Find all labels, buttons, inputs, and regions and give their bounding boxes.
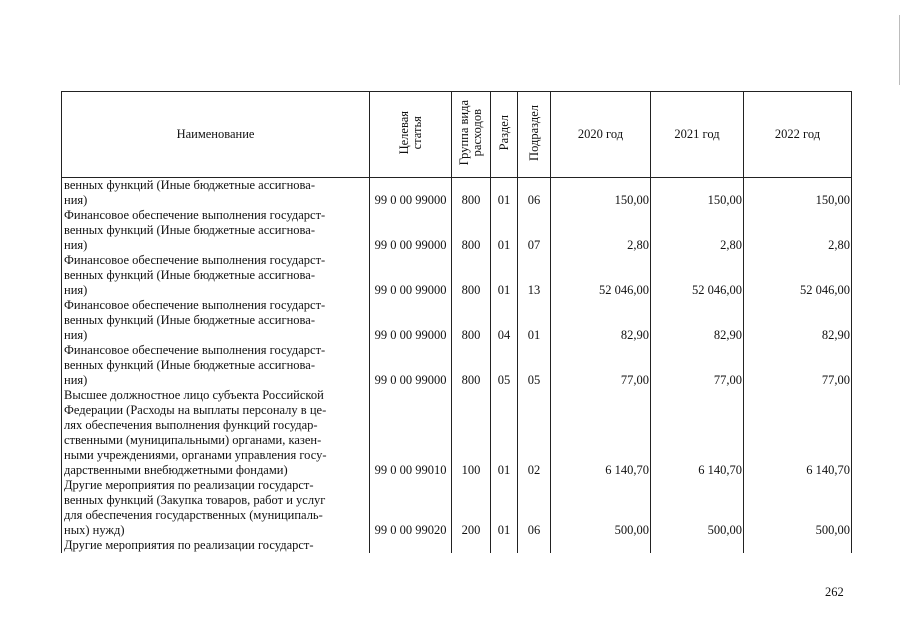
target-article-cell: 99 0 00 99000	[370, 178, 452, 209]
expense-group-cell: 800	[452, 178, 491, 209]
table-row	[62, 298, 852, 343]
name-line: венных функций (Закупка товаров, работ и услуг	[64, 493, 326, 507]
subsection-cell: 06	[518, 478, 551, 538]
table-header-row	[62, 92, 852, 178]
amount-2022-cell: 6 140,70	[744, 388, 852, 478]
name-line: Высшее должностное лицо субъекта Российской	[64, 388, 324, 402]
name-line: венных функций (Иные бюджетные ассигнова-	[64, 358, 315, 372]
amount-2022-cell: 52 046,00	[744, 253, 852, 298]
name-line: Финансовое обеспечение выполнения государст-	[64, 343, 326, 357]
header-section-label: Раздел	[496, 114, 511, 151]
name-line: Финансовое обеспечение выполнения государст-	[64, 253, 326, 267]
row-name-cell	[62, 208, 370, 253]
header-subsection-label: Подраздел	[526, 104, 541, 161]
amount-2021-cell: 2,80	[651, 208, 744, 253]
name-line: Финансовое обеспечение выполнения государст-	[64, 208, 326, 222]
amount-2021-cell: 150,00	[651, 178, 744, 209]
subsection-cell: 13	[518, 253, 551, 298]
header-group-line2: расходов	[470, 108, 484, 157]
row-name-cell	[62, 538, 370, 553]
row-name-cell	[62, 253, 370, 298]
amount-2020-cell: 6 140,70	[551, 388, 651, 478]
name-line: ния)	[64, 373, 88, 387]
table-body	[62, 178, 852, 554]
name-line: Другие мероприятия по реализации государст-	[64, 478, 314, 492]
section-cell: 04	[491, 298, 518, 343]
header-2020: 2020 год	[551, 92, 651, 178]
amount-2021-cell: 6 140,70	[651, 388, 744, 478]
name-line: для обеспечения государственных (муниципаль-	[64, 508, 323, 522]
section-cell: 01	[491, 478, 518, 538]
amount-2021-cell: 77,00	[651, 343, 744, 388]
amount-2022-cell: 2,80	[744, 208, 852, 253]
target-article-cell: 99 0 00 99000	[370, 343, 452, 388]
amount-2021-cell: 82,90	[651, 298, 744, 343]
section-cell: 01	[491, 178, 518, 209]
budget-table	[61, 91, 852, 553]
name-line: венных функций (Иные бюджетные ассигнова-	[64, 223, 315, 237]
header-target-article	[370, 92, 452, 178]
page-edge-line	[899, 15, 900, 85]
expense-group-cell: 800	[452, 208, 491, 253]
subsection-cell: 07	[518, 208, 551, 253]
amount-2022-cell	[744, 538, 852, 553]
name-line: Федерации (Расходы на выплаты персоналу в це-	[64, 403, 327, 417]
expense-group-cell: 800	[452, 343, 491, 388]
expense-group-cell: 200	[452, 478, 491, 538]
section-cell: 01	[491, 253, 518, 298]
name-line: венных функций (Иные бюджетные ассигнова-	[64, 268, 315, 282]
name-line: ния)	[64, 238, 88, 252]
name-line: Другие мероприятия по реализации государст-	[64, 538, 314, 552]
amount-2020-cell	[551, 538, 651, 553]
header-target-line2: статья	[409, 115, 424, 150]
name-line: ных) нужд)	[64, 523, 125, 537]
section-cell: 01	[491, 208, 518, 253]
expense-group-cell: 800	[452, 298, 491, 343]
header-2021: 2021 год	[651, 92, 744, 178]
header-name: Наименование	[62, 92, 370, 178]
amount-2020-cell: 52 046,00	[551, 253, 651, 298]
target-article-cell	[370, 538, 452, 553]
name-line: ными учреждениями, органами управления госу-	[64, 448, 327, 462]
amount-2021-cell: 500,00	[651, 478, 744, 538]
header-group-line1: Группа вида	[457, 99, 471, 166]
name-line: ния)	[64, 328, 88, 342]
section-cell: 05	[491, 343, 518, 388]
amount-2020-cell: 77,00	[551, 343, 651, 388]
amount-2020-cell: 82,90	[551, 298, 651, 343]
row-name-cell	[62, 478, 370, 538]
expense-group-cell: 100	[452, 388, 491, 478]
row-name-cell	[62, 298, 370, 343]
header-2022: 2022 год	[744, 92, 852, 178]
header-expense-group	[452, 92, 491, 178]
table-row	[62, 478, 852, 538]
row-name-cell	[62, 388, 370, 478]
name-line: венных функций (Иные бюджетные ассигнова-	[64, 313, 315, 327]
subsection-cell: 02	[518, 388, 551, 478]
table-row	[62, 343, 852, 388]
target-article-cell: 99 0 00 99010	[370, 388, 452, 478]
name-line: дарственными внебюджетными фондами)	[64, 463, 288, 477]
table-row	[62, 538, 852, 553]
page-number: 262	[825, 585, 844, 599]
header-section	[491, 92, 518, 178]
amount-2022-cell: 82,90	[744, 298, 852, 343]
table-row	[62, 388, 852, 478]
header-subsection	[518, 92, 551, 178]
header-target-line1: Целевая	[396, 110, 411, 155]
section-cell: 01	[491, 388, 518, 478]
row-name-cell	[62, 343, 370, 388]
name-line: ния)	[64, 193, 88, 207]
expense-group-cell	[452, 538, 491, 553]
table-row	[62, 253, 852, 298]
target-article-cell: 99 0 00 99000	[370, 208, 452, 253]
name-line: венных функций (Иные бюджетные ассигнова-	[64, 178, 315, 192]
name-line: ственными (муниципальными) органами, казен-	[64, 433, 322, 447]
name-line: лях обеспечения выполнения функций государ-	[64, 418, 318, 432]
subsection-cell: 01	[518, 298, 551, 343]
amount-2022-cell: 500,00	[744, 478, 852, 538]
amount-2020-cell: 150,00	[551, 178, 651, 209]
subsection-cell: 06	[518, 178, 551, 209]
row-name-cell	[62, 178, 370, 209]
target-article-cell: 99 0 00 99000	[370, 298, 452, 343]
name-line: ния)	[64, 283, 88, 297]
amount-2021-cell: 52 046,00	[651, 253, 744, 298]
subsection-cell	[518, 538, 551, 553]
amount-2021-cell	[651, 538, 744, 553]
name-line: Финансовое обеспечение выполнения государст-	[64, 298, 326, 312]
expense-group-cell: 800	[452, 253, 491, 298]
amount-2022-cell: 77,00	[744, 343, 852, 388]
section-cell	[491, 538, 518, 553]
table-row	[62, 178, 852, 209]
amount-2020-cell: 500,00	[551, 478, 651, 538]
amount-2020-cell: 2,80	[551, 208, 651, 253]
target-article-cell: 99 0 00 99020	[370, 478, 452, 538]
target-article-cell: 99 0 00 99000	[370, 253, 452, 298]
table-row	[62, 208, 852, 253]
amount-2022-cell: 150,00	[744, 178, 852, 209]
subsection-cell: 05	[518, 343, 551, 388]
